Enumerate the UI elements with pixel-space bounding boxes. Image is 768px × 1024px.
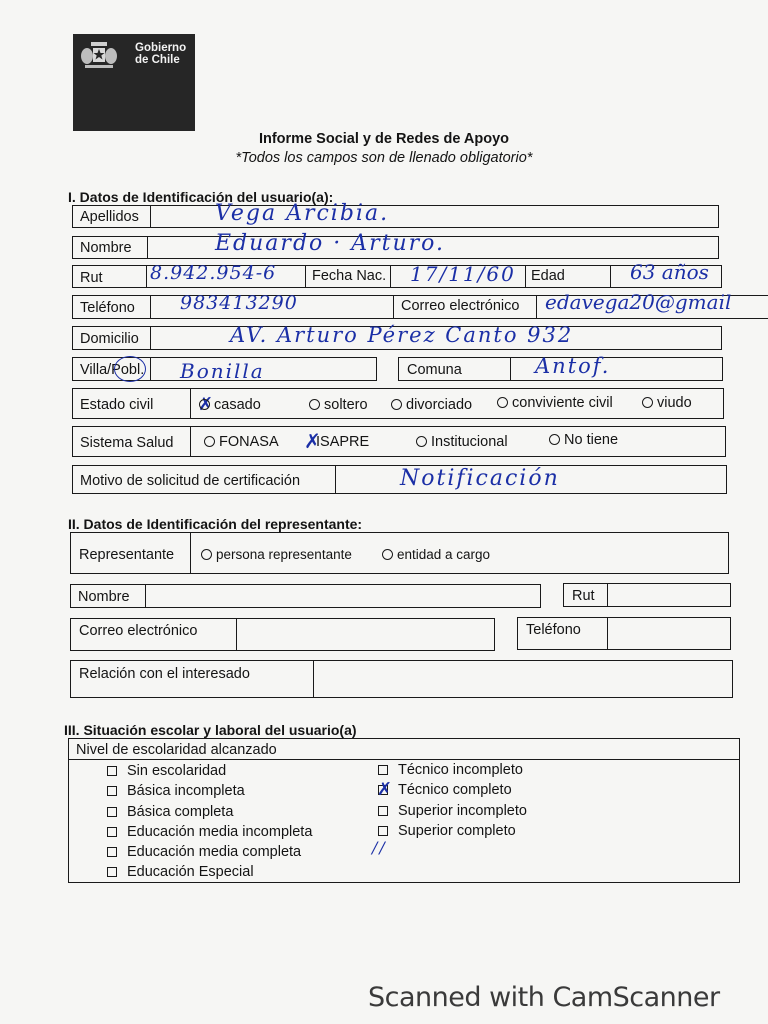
- pobl-circle-mark: [114, 356, 146, 382]
- salud-option-no-tiene[interactable]: No tiene: [549, 433, 618, 448]
- coat-of-arms-icon: [79, 40, 119, 70]
- motivo-value[interactable]: Notificación: [400, 466, 560, 491]
- comuna-value[interactable]: Antof.: [535, 354, 611, 378]
- tecnico-completo-x-mark: ✗: [377, 779, 393, 799]
- section2-heading: II. Datos de Identificación del representante:: [68, 516, 363, 532]
- radio-icon: [391, 399, 402, 410]
- apellidos-value[interactable]: Vega Arcibia.: [215, 201, 390, 226]
- checkbox-icon: [107, 867, 117, 877]
- rep-correo-label: Correo electrónico: [79, 623, 198, 639]
- nombre-label: Nombre: [80, 240, 132, 256]
- section3-heading: III. Situación escolar y laboral del usuario(a): [64, 722, 357, 738]
- domicilio-value[interactable]: AV. Arturo Pérez Canto 932: [230, 323, 574, 347]
- estado-civil-option-conviviente[interactable]: conviviente civil: [497, 396, 613, 411]
- estado-civil-option-viudo[interactable]: viudo: [642, 396, 692, 411]
- rep-nombre-field[interactable]: [147, 585, 539, 607]
- correo-label: Correo electrónico: [401, 298, 520, 314]
- form-subtitle: *Todos los campos son de llenado obligatorio*: [235, 150, 533, 166]
- radio-icon: [309, 399, 320, 410]
- logo-text-line2: de Chile: [135, 54, 180, 66]
- rep-correo-field[interactable]: [238, 619, 493, 650]
- radio-icon: [549, 434, 560, 445]
- escolaridad-title-divider: [68, 759, 740, 760]
- escolaridad-media-completa[interactable]: Educación media completa: [107, 845, 301, 860]
- checkbox-icon: [107, 847, 117, 857]
- rep-nombre-label: Nombre: [78, 589, 130, 605]
- escolaridad-tecnico-incompleto[interactable]: Técnico incompleto: [378, 763, 523, 778]
- radio-icon: [416, 436, 427, 447]
- checkbox-icon: [107, 807, 117, 817]
- relacion-field[interactable]: [315, 661, 731, 697]
- salud-option-fonasa[interactable]: FONASA: [204, 435, 279, 450]
- scribble-mark: //: [372, 838, 387, 857]
- villa-label: Villa/Pobl.: [80, 362, 145, 378]
- rep-telefono-field[interactable]: [609, 618, 729, 649]
- escolaridad-superior-completo[interactable]: Superior completo: [378, 824, 516, 839]
- radio-icon: [204, 436, 215, 447]
- form-title: Informe Social y de Redes de Apoyo: [258, 131, 510, 147]
- edad-value[interactable]: 63 años: [630, 260, 709, 284]
- checkbox-icon: [378, 826, 388, 836]
- sistema-salud-label: Sistema Salud: [80, 435, 174, 451]
- radio-icon: [201, 549, 212, 560]
- estado-civil-label: Estado civil: [80, 397, 154, 413]
- rep-telefono-label: Teléfono: [526, 622, 581, 638]
- apellidos-row: [72, 201, 719, 228]
- escolaridad-superior-incompleto[interactable]: Superior incompleto: [378, 804, 527, 819]
- domicilio-label: Domicilio: [80, 331, 139, 347]
- fecha-nac-label: Fecha Nac.: [312, 268, 387, 284]
- nombre-value[interactable]: Eduardo · Arturo.: [215, 231, 446, 256]
- checkbox-icon: [378, 765, 388, 775]
- representante-label: Representante: [79, 547, 175, 563]
- rut-label: Rut: [80, 270, 103, 286]
- estado-civil-option-casado[interactable]: casado: [199, 398, 261, 413]
- escolaridad-title: Nivel de escolaridad alcanzado: [76, 742, 277, 758]
- checkbox-icon: [107, 827, 117, 837]
- villa-value[interactable]: Bonilla: [180, 359, 265, 383]
- representante-option-persona[interactable]: persona representante: [201, 548, 352, 562]
- radio-icon: [382, 549, 393, 560]
- escolaridad-sin[interactable]: Sin escolaridad: [107, 764, 226, 779]
- salud-option-isapre[interactable]: ISAPRE: [316, 434, 370, 450]
- apellidos-label: Apellidos: [80, 209, 139, 225]
- rut-value[interactable]: 8.942.954-6: [150, 262, 277, 284]
- escolaridad-especial[interactable]: Educación Especial: [107, 865, 254, 880]
- rep-rut-field[interactable]: [609, 584, 729, 606]
- representante-option-entidad[interactable]: entidad a cargo: [382, 548, 490, 562]
- isapre-x-mark: ✗: [304, 431, 321, 453]
- comuna-label: Comuna: [407, 362, 462, 378]
- salud-option-institucional[interactable]: Institucional: [416, 435, 508, 450]
- telefono-value[interactable]: 983413290: [180, 292, 298, 314]
- radio-icon: [199, 399, 210, 410]
- radio-icon: [642, 397, 653, 408]
- section1-heading: I. Datos de Identificación del usuario(a):: [68, 189, 334, 205]
- fecha-nac-value[interactable]: 17/11/60: [410, 262, 516, 286]
- estado-civil-option-soltero[interactable]: soltero: [309, 398, 368, 413]
- camscanner-watermark: Scanned with CamScanner: [368, 982, 720, 1013]
- escolaridad-media-incompleta[interactable]: Educación media incompleta: [107, 825, 312, 840]
- escolaridad-basica-completa[interactable]: Básica completa: [107, 805, 233, 820]
- relacion-label: Relación con el interesado: [79, 666, 250, 682]
- casado-x-mark: ✗: [198, 394, 214, 414]
- checkbox-icon: [107, 766, 117, 776]
- checkbox-icon: [107, 786, 117, 796]
- checkbox-icon: [378, 806, 388, 816]
- correo-value[interactable]: edavega20@gmail: [545, 290, 732, 314]
- edad-label: Edad: [531, 268, 565, 284]
- estado-civil-option-divorciado[interactable]: divorciado: [391, 398, 472, 413]
- motivo-label: Motivo de solicitud de certificación: [80, 473, 301, 489]
- rep-rut-label: Rut: [572, 588, 595, 604]
- radio-icon: [497, 397, 508, 408]
- telefono-label: Teléfono: [80, 300, 135, 316]
- gobierno-logo: [73, 34, 195, 131]
- escolaridad-tecnico-completo[interactable]: Técnico completo: [378, 783, 512, 798]
- logo-text-line1: Gobierno: [135, 42, 187, 54]
- escolaridad-basica-incompleta[interactable]: Básica incompleta: [107, 784, 245, 799]
